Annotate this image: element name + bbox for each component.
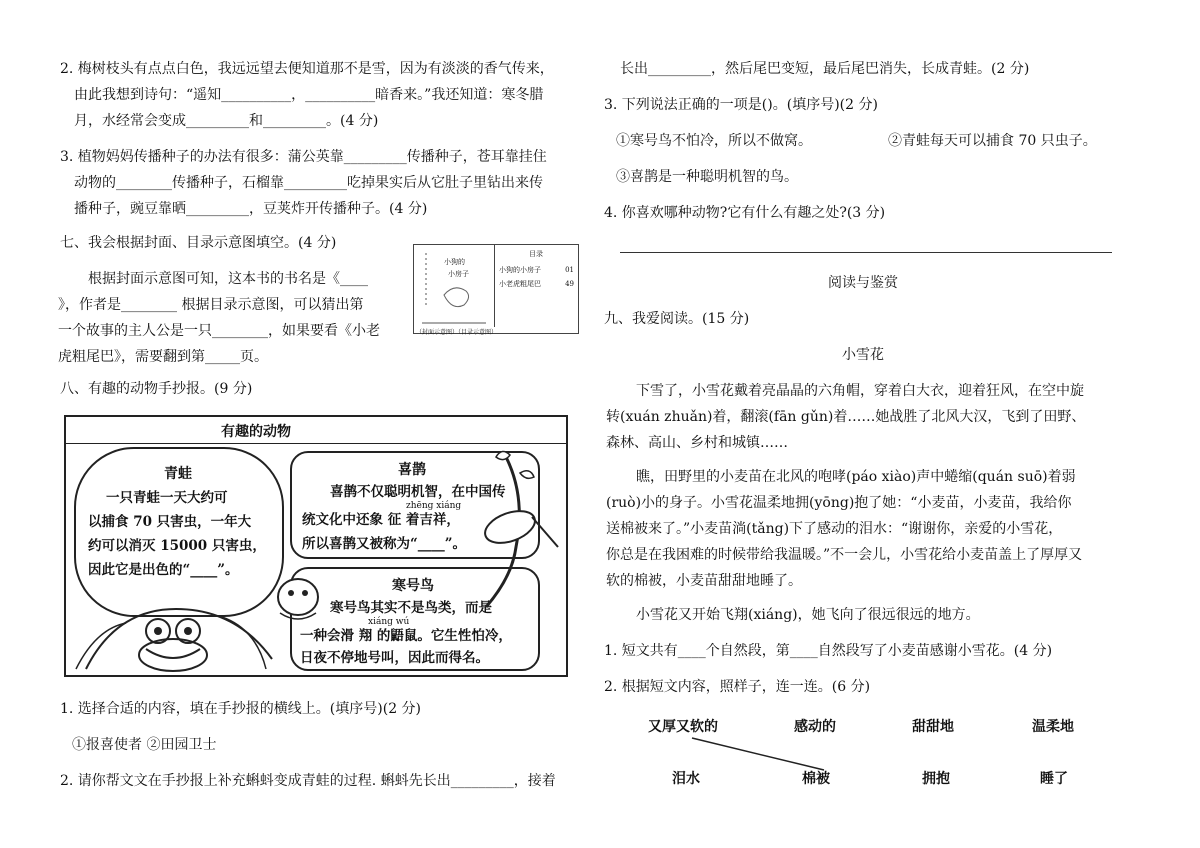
poster-title: 有趣的动物 xyxy=(221,424,291,440)
para2-line-2: (ruò)小的身子。小雪花温柔地拥(yōng)抱了她：“小麦苗，小麦苗，我给你 xyxy=(606,495,1072,511)
q8-2: 2. 请你帮文文在手抄报上补充蝌蚪变成青蛙的过程. 蝌蚪先长出_________，接着 xyxy=(60,773,556,789)
para1-line-1: 下雪了，小雪花戴着亮晶晶的六角帽，穿着白大衣，迎着狂风，在空中旋 xyxy=(636,383,1084,399)
story-title: 小雪花 xyxy=(842,347,884,363)
q8-1-options: ①报喜使者 ②田园卫士 xyxy=(72,737,217,753)
match-top-1[interactable]: 又厚又软的 xyxy=(648,719,718,735)
q8-3-option-c: ③喜鹊是一种聪明机智的鸟。 xyxy=(616,169,798,185)
para2-line-1: 瞧，田野里的小麦苗在北风的咆哮(páo xiào)声中蜷缩(quán suō)着弱 xyxy=(636,469,1076,485)
magpie-text-1: 喜鹊不仅聪明机智，在中国传 xyxy=(330,484,506,500)
hanhao-pinyin: xiáng wú xyxy=(368,617,410,627)
hanhao-text-2: 一种会滑 翔 的鼯鼠。它生性怕冷， xyxy=(300,628,512,644)
toc-item-2: 小老虎粗尾巴 xyxy=(499,280,541,288)
section-7-title: 七、我会根据封面、目录示意图填空。(4 分) xyxy=(60,235,337,251)
poster-divider xyxy=(66,443,566,444)
match-bottom-3[interactable]: 拥抱 xyxy=(922,771,950,787)
cover-title-line-2: 小房子 xyxy=(448,270,469,278)
q3-line-1: 3. 植物妈妈传播种子的办法有很多：蒲公英靠_________传播种子，苍耳靠挂住 xyxy=(60,149,547,165)
toc-item-1: 小狗的小房子 xyxy=(499,266,541,274)
section-9-title: 九、我爱阅读。(15 分) xyxy=(604,311,750,327)
match-bottom-4[interactable]: 睡了 xyxy=(1040,771,1068,787)
illustration-caption: （封面示意图）（目录示意图） xyxy=(416,329,498,336)
q3-line-2: 动物的________传播种子，石榴靠_________吃掉果实后从它肚子里钻出来传 xyxy=(74,175,543,191)
cover-toc-illustration xyxy=(413,244,579,334)
toc-item-2-page: 49 xyxy=(565,280,574,288)
q8-3-option-b: ②青蛙每天可以捕食 70 只虫子。 xyxy=(888,133,1097,149)
q2-line-1: 2. 梅树枝头有点点白色，我远远望去便知道那不是雪，因为有淡淡的香气传来， xyxy=(60,61,554,77)
q8-3: 3. 下列说法正确的一项是()。(填序号)(2 分) xyxy=(604,97,878,113)
sec7-line-2: 》，作者是________ 根据目录示意图，可以猜出第 xyxy=(58,297,364,313)
q8-3-option-a: ①寒号鸟不怕冷，所以不做窝。 xyxy=(616,133,812,149)
hanhao-bubble xyxy=(290,567,540,671)
part-title: 阅读与鉴赏 xyxy=(828,275,898,291)
q3-line-3: 播种子，豌豆靠晒_________，豆荚炸开传播种子。(4 分) xyxy=(74,201,428,217)
answer-line xyxy=(620,252,1112,253)
match-top-3[interactable]: 甜甜地 xyxy=(912,719,954,735)
para1-line-3: 森林、高山、乡村和城镇…… xyxy=(606,435,788,451)
animal-poster xyxy=(64,415,568,677)
q8-4: 4. 你喜欢哪种动物?它有什么有趣之处?(3 分) xyxy=(604,205,886,221)
para2-line-3: 送棉被来了。”小麦苗淌(tǎng)下了感动的泪水：“谢谢你，亲爱的小雪花， xyxy=(606,521,1063,537)
para2-line-4: 你总是在我困难的时候带给我温暖。”不一会儿，小雪花给小麦苗盖上了厚厚又 xyxy=(606,547,1083,563)
q9-1: 1. 短文共有____个自然段，第____自然段写了小麦苗感谢小雪花。(4 分) xyxy=(604,643,1053,659)
frog-text-1: 一只青蛙一天大约可 xyxy=(106,490,228,506)
para1-line-2: 转(xuán zhuǎn)着，翻滚(fān gǔn)着……她战胜了北风大汉，飞到了田野、 xyxy=(606,409,1086,425)
sec7-line-4: 虎粗尾巴》，需要翻到第_____页。 xyxy=(58,349,268,365)
q9-2: 2. 根据短文内容，照样子，连一连。(6 分) xyxy=(604,679,871,695)
frog-bubble xyxy=(74,447,284,617)
hanhao-title: 寒号鸟 xyxy=(392,578,434,594)
match-bottom-2[interactable]: 棉被 xyxy=(802,771,830,787)
cover-sketch xyxy=(414,245,495,327)
q2-line-3: 月，水经常会变成_________和_________。(4 分) xyxy=(74,113,379,129)
frog-text-4: 因此它是出色的“____”。 xyxy=(88,562,239,578)
toc-item-1-page: 01 xyxy=(565,266,574,274)
sec7-line-1: 根据封面示意图可知，这本书的书名是《____ xyxy=(88,271,368,287)
frog-title: 青蛙 xyxy=(164,466,192,482)
frog-text-3: 约可以消灭 15000 只害虫， xyxy=(88,538,266,554)
q2-line-2: 由此我想到诗句：“遥知__________，__________暗香来。”我还知道：寒冬腊 xyxy=(74,87,544,103)
magpie-text-3: 所以喜鹊又被称为“____”。 xyxy=(302,536,467,552)
hanhao-text-3: 日夜不停地号叫，因此而得名。 xyxy=(300,650,489,666)
magpie-text-2: 统文化中还象 征 着吉祥， xyxy=(302,512,460,528)
sec7-line-3: 一个故事的主人公是一只________，如果要看《小老 xyxy=(58,323,380,339)
magpie-pinyin: zhēng xiáng xyxy=(406,501,462,511)
q8-1: 1. 选择合适的内容，填在手抄报的横线上。(填序号)(2 分) xyxy=(60,701,422,717)
match-top-4[interactable]: 温柔地 xyxy=(1032,719,1074,735)
toc-sketch xyxy=(495,245,578,327)
magpie-title: 喜鹊 xyxy=(398,462,426,478)
toc-heading: 目录 xyxy=(529,250,543,258)
match-bottom-1[interactable]: 泪水 xyxy=(672,771,700,787)
dog-house-sketch xyxy=(414,245,494,327)
frog-drawing xyxy=(76,609,272,671)
frog-text-2: 以捕食 70 只害虫，一年大 xyxy=(88,514,252,530)
magpie-bubble xyxy=(290,451,540,559)
hanhao-text-1: 寒号鸟其实不是鸟类，而是 xyxy=(330,600,492,616)
story-paragraph-3: 小雪花又开始飞翔(xiáng)，她飞向了很远很远的地方。 xyxy=(636,607,980,623)
section-8-title: 八、有趣的动物手抄报。(9 分) xyxy=(60,381,253,397)
para2-line-5: 软的棉被，小麦苗甜甜地睡了。 xyxy=(606,573,802,589)
match-top-2[interactable]: 感动的 xyxy=(794,719,836,735)
cover-title-line-1: 小狗的 xyxy=(444,258,465,266)
q8-2-continued: 长出_________，然后尾巴变短，最后尾巴消失，长成青蛙。(2 分) xyxy=(620,61,1030,77)
